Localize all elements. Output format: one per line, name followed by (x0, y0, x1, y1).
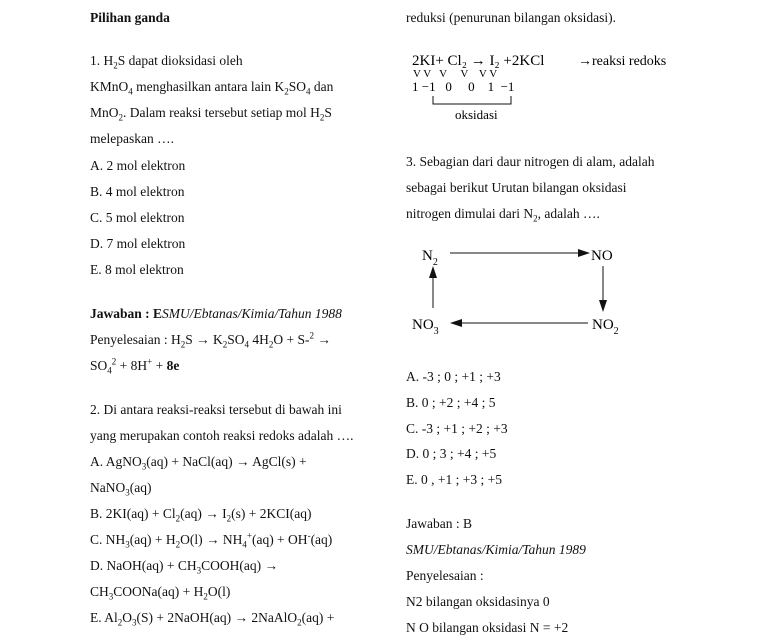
arrow-n2-to-no (578, 249, 590, 257)
continued-line: reduksi (penurunan bilangan oksidasi). (406, 10, 616, 25)
q1-line-1: 1. $H_2S$ dapat dioksidasi oleh (90, 53, 243, 71)
reaction-marks: V V V V V V (413, 68, 498, 80)
q2-line-1: 2. Di antara reaksi-reaksi tersebut di bawah ini (90, 402, 342, 417)
cycle-node-no3: $NO_3$ (412, 317, 439, 337)
nitrogen-cycle-diagram (406, 238, 646, 342)
q3-option-b: B. 0 ; +2 ; +4 ; 5 (406, 395, 496, 410)
q3-line-3: nitrogen dimulai dari $N_2$, adalah …. (406, 206, 600, 224)
reaction-label: →reaksi redoks (578, 54, 667, 69)
solution-1-line-1: Penyelesaian : $H_2S \to K_2SO_4$ $4H_2O + S-^2$ → (90, 330, 331, 350)
q2-option-b: B. $2KI(aq) + Cl_2(aq) \to I_2(s) + 2KCI(aq)$ (90, 506, 312, 524)
redox-reaction-figure (410, 48, 710, 126)
cycle-node-no: NO (591, 248, 613, 264)
solution-3-heading: Penyelesaian : (406, 568, 484, 583)
q1-option-e: E. 8 mol elektron (90, 262, 184, 277)
q2-option-a-line-1: A. AgNO$_3$(aq) + NaCl(aq) → AgCl(s) + (90, 454, 307, 472)
q1-line-3: MnO$_2$. Dalam reaksi tersebut setiap mol $H_2S$ (90, 105, 332, 123)
arrow-no-to-no2 (599, 300, 607, 312)
q2-option-d-line-1: D. NaOH(aq) + $CH_3COOH(aq)$ → (90, 558, 278, 576)
q1-line-2: KMnO$_4$ menghasilkan antara lain $K_2SO_4$ dan (90, 79, 334, 97)
q1-line-4: melepaskan …. (90, 131, 174, 146)
cycle-node-n2: $N_2$ (422, 248, 438, 268)
q3-line-2: sebagai berikut Urutan bilangan oksidasi (406, 180, 627, 195)
q1-option-c: C. 5 mol elektron (90, 210, 185, 225)
reaction-oxidation-numbers: 1 −1 0 0 1 −1 (412, 79, 515, 94)
q2-option-c: C. $NH_3(aq) + H_2O(l) \to NH_4^+(aq) + OH^-(aq)$ (90, 530, 333, 550)
answer-3-source: SMU/Ebtanas/Kimia/Tahun 1989 (406, 542, 586, 557)
oxidation-label: oksidasi (455, 107, 498, 122)
reaction-equation: 2KI+ Cl₂ → I₂ +2KCl (412, 53, 545, 69)
q3-option-e: E. 0 , +1 ; +3 ; +5 (406, 472, 502, 487)
q1-option-a: A. 2 mol elektron (90, 158, 186, 173)
answer-3-label: Jawaban : B (406, 516, 472, 531)
q2-line-2: yang merupakan contoh reaksi redoks adalah …. (90, 428, 354, 443)
solution-3-line-2: N O bilangan oksidasi N = +2 (406, 620, 569, 635)
answer-1-line: Jawaban : ESMU/Ebtanas/Kimia/Tahun 1988 (90, 306, 342, 321)
q3-option-d: D. 0 ; 3 ; +4 ; +5 (406, 446, 497, 461)
q1-option-b: B. 4 mol elektron (90, 184, 185, 199)
q3-option-c: C. -3 ; +1 ; +2 ; +3 (406, 421, 508, 436)
oxidation-bracket (433, 96, 511, 104)
q2-option-e: E. $Al_2O_3(S)$ + 2NaOH(aq) → 2NaAlO$_2$(aq) + (90, 610, 335, 628)
solution-3-line-1: N2 bilangan oksidasinya 0 (406, 594, 550, 609)
section-heading: Pilihan ganda (90, 10, 170, 25)
q3-option-a: A. -3 ; 0 ; +1 ; +3 (406, 369, 501, 384)
q2-option-d-line-2: $CH_3COONa(aq) + H_2O(l)$ (90, 584, 231, 602)
q2-option-a-line-2: NaNO$_3$(aq) (90, 480, 152, 498)
cycle-node-no2: $NO_2$ (592, 317, 619, 337)
arrow-no2-to-no3 (450, 319, 462, 327)
q3-line-1: 3. Sebagian dari daur nitrogen di alam, adalah (406, 154, 655, 169)
q1-option-d: D. 7 mol elektron (90, 236, 186, 251)
solution-1-line-2: $SO_4^2 + 8H^+ + 8e$ (90, 356, 180, 376)
